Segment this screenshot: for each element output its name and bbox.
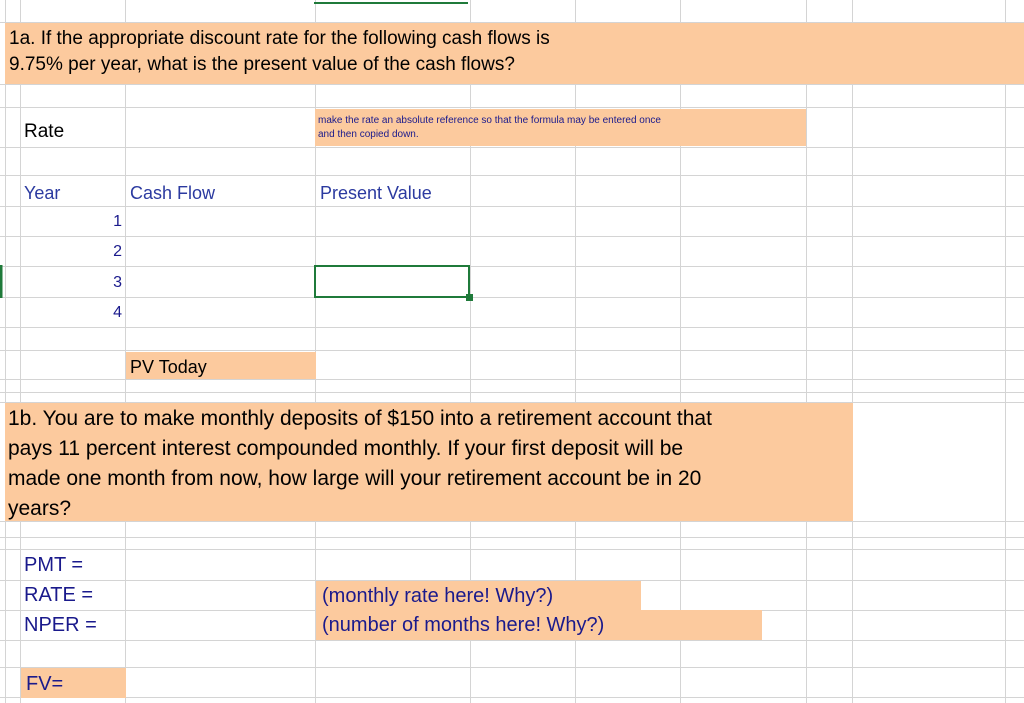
- fill-handle[interactable]: [466, 294, 473, 301]
- year-cell[interactable]: 4: [113, 304, 122, 321]
- header-year[interactable]: Year: [24, 183, 61, 203]
- question-1b-line-1: 1b. You are to make monthly deposits of $150 into a retirement account that: [8, 407, 712, 430]
- rate-label-cell[interactable]: Rate: [24, 121, 65, 142]
- monthly-rate-note[interactable]: (monthly rate here! Why?): [316, 581, 641, 611]
- question-1b-line-2: pays 11 percent interest compounded monthly. If your first deposit will be: [8, 437, 684, 460]
- nper-label[interactable]: NPER =: [24, 614, 97, 636]
- question-1a-line-2: 9.75% per year, what is the present value of the cash flows?: [9, 54, 515, 75]
- question-1a[interactable]: [5, 23, 1024, 84]
- rate-note-line-2: and then copied down.: [318, 129, 419, 140]
- question-1b-line-3: made one month from now, how large will your retirement account be in 20: [8, 467, 702, 490]
- year-cell[interactable]: 1: [113, 213, 122, 230]
- rate-note[interactable]: [315, 109, 806, 146]
- header-present-value[interactable]: Present Value: [320, 183, 432, 203]
- pv-today-label[interactable]: PV Today: [126, 352, 316, 379]
- number-of-months-note[interactable]: (number of months here! Why?): [316, 610, 762, 640]
- selected-present-value-cell[interactable]: [314, 265, 470, 298]
- header-cash-flow[interactable]: Cash Flow: [130, 183, 216, 203]
- year-cell[interactable]: 3: [113, 274, 122, 291]
- question-1a-line-1: 1a. If the appropriate discount rate for the following cash flows is: [9, 28, 550, 49]
- question-1b-line-4: years?: [8, 497, 72, 520]
- question-1b[interactable]: [5, 403, 853, 521]
- rate-label[interactable]: RATE =: [24, 584, 94, 606]
- rate-note-line-1: make the rate an absolute reference so that the formula may be entered once: [318, 115, 661, 126]
- fv-label[interactable]: FV=: [21, 668, 126, 698]
- pmt-label[interactable]: PMT =: [24, 554, 84, 576]
- year-cell[interactable]: 2: [113, 243, 122, 260]
